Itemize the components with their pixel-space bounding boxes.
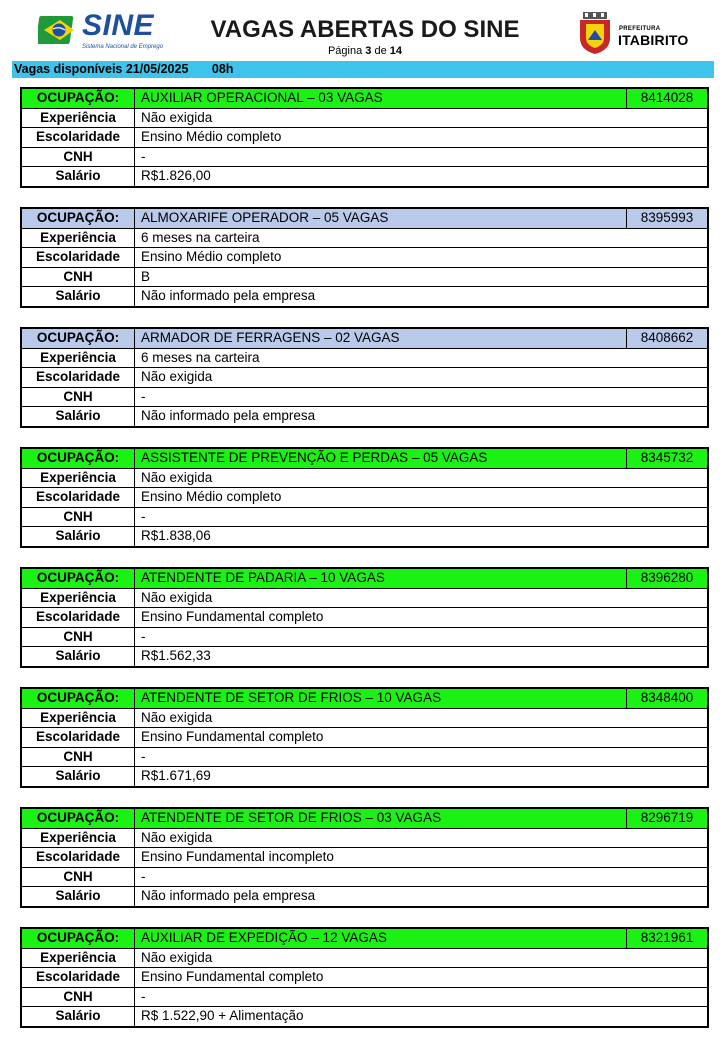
cnh-label: CNH [22,508,135,527]
job-title: AUXILIAR DE EXPEDIÇÃO – 12 VAGAS [141,930,387,945]
availability-time: 08h [211,62,234,76]
crest-icon [577,12,613,54]
job-cnh-row [22,868,707,888]
experiencia-label: Experiência [22,229,135,248]
escolaridade-value: Ensino Fundamental completo [141,729,324,744]
escolaridade-label: Escolaridade [22,488,135,507]
job-title: ATENDENTE DE PADARIA – 10 VAGAS [141,570,385,585]
job-escolaridade-row [22,368,707,388]
salario-value: R$1.671,69 [141,768,211,783]
cnh-label: CNH [22,268,135,287]
salario-value: R$1.826,00 [141,168,211,183]
ocupacao-label: OCUPAÇÃO: [22,569,135,588]
page-title: VAGAS ABERTAS DO SINE [210,16,520,43]
job-cnh-row [22,748,707,768]
escolaridade-label: Escolaridade [22,848,135,867]
escolaridade-value: Ensino Fundamental completo [141,609,324,624]
escolaridade-label: Escolaridade [22,968,135,987]
availability-bar [12,61,714,78]
salario-value: Não informado pela empresa [141,888,316,903]
salario-label: Salário [22,167,135,186]
escolaridade-label: Escolaridade [22,248,135,267]
cnh-value: - [141,868,146,884]
job-escolaridade-row [22,728,707,748]
salario-value: R$1.838,06 [141,528,211,543]
experiencia-value: Não exigida [141,709,213,725]
experiencia-label: Experiência [22,469,135,488]
job-cnh-row [22,148,707,168]
job-code: 8396280 [626,569,707,588]
page-indicator [205,45,525,57]
sine-flag-icon [38,12,78,48]
job-salario-row [22,407,707,426]
job-salario-row [22,647,707,666]
job-title: ATENDENTE DE SETOR DE FRIOS – 10 VAGAS [141,690,442,705]
availability-date: Vagas disponíveis 21/05/2025 [14,62,189,76]
salario-label: Salário [22,527,135,546]
job-title: AUXILIAR OPERACIONAL – 03 VAGAS [141,90,383,105]
job-salario-row [22,527,707,546]
job-header-row [22,929,707,949]
job-table [20,807,709,908]
job-table [20,327,709,428]
salario-value: R$1.562,33 [141,648,211,663]
salario-label: Salário [22,887,135,906]
job-header-row [22,809,707,829]
prefeitura-label: PREFEITURA [619,26,661,32]
job-code: 8414028 [626,89,707,108]
job-list [20,87,709,1047]
cnh-value: - [141,148,146,164]
ocupacao-label: OCUPAÇÃO: [22,209,135,228]
job-experiencia-row [22,949,707,969]
ocupacao-label: OCUPAÇÃO: [22,329,135,348]
experiencia-label: Experiência [22,349,135,368]
job-escolaridade-row [22,128,707,148]
salario-value: Não informado pela empresa [141,288,316,303]
escolaridade-value: Ensino Médio completo [141,249,282,264]
job-salario-row [22,767,707,786]
job-escolaridade-row [22,488,707,508]
escolaridade-label: Escolaridade [22,728,135,747]
job-experiencia-row [22,709,707,729]
cnh-label: CNH [22,988,135,1007]
job-cnh-row [22,988,707,1008]
salario-label: Salário [22,287,135,306]
cnh-label: CNH [22,388,135,407]
job-code: 8296719 [626,809,707,828]
page-header [0,0,724,62]
cnh-value: - [141,748,146,764]
experiencia-value: Não exigida [141,109,213,125]
escolaridade-label: Escolaridade [22,128,135,147]
job-table [20,567,709,668]
job-cnh-row [22,628,707,648]
job-code: 8408662 [626,329,707,348]
sine-logo-text: SINE [82,9,155,42]
escolaridade-value: Não exigida [141,369,213,384]
job-title: ATENDENTE DE SETOR DE FRIOS – 03 VAGAS [141,810,442,825]
job-table [20,927,709,1028]
cnh-label: CNH [22,748,135,767]
cnh-value: - [141,628,146,644]
experiencia-label: Experiência [22,709,135,728]
job-cnh-row [22,268,707,288]
salario-label: Salário [22,1007,135,1026]
job-table [20,87,709,188]
job-header-row [22,449,707,469]
cnh-value: B [141,268,151,284]
job-escolaridade-row [22,968,707,988]
experiencia-value: Não exigida [141,949,213,965]
job-header-row [22,209,707,229]
job-salario-row [22,287,707,306]
job-experiencia-row [22,109,707,129]
escolaridade-value: Ensino Médio completo [141,489,282,504]
job-code: 8395993 [626,209,707,228]
cnh-label: CNH [22,148,135,167]
job-experiencia-row [22,229,707,249]
job-escolaridade-row [22,608,707,628]
job-code: 8345732 [626,449,707,468]
page-current: 3 [365,45,372,57]
job-header-row [22,689,707,709]
salario-label: Salário [22,647,135,666]
escolaridade-value: Ensino Médio completo [141,129,282,144]
job-table [20,447,709,548]
experiencia-label: Experiência [22,829,135,848]
cnh-value: - [141,508,146,524]
sine-logo [38,9,168,54]
job-code: 8321961 [626,929,707,948]
experiencia-label: Experiência [22,109,135,128]
salario-value: Não informado pela empresa [141,408,316,423]
sine-logo-subtitle: Sistema Nacional de Emprego [82,44,164,50]
ocupacao-label: OCUPAÇÃO: [22,689,135,708]
experiencia-value: Não exigida [141,469,213,485]
job-cnh-row [22,508,707,528]
experiencia-label: Experiência [22,949,135,968]
cnh-label: CNH [22,868,135,887]
experiencia-value: 6 meses na carteira [141,229,260,245]
job-escolaridade-row [22,848,707,868]
job-experiencia-row [22,349,707,369]
escolaridade-label: Escolaridade [22,368,135,387]
job-header-row [22,569,707,589]
job-experiencia-row [22,589,707,609]
salario-label: Salário [22,407,135,426]
job-header-row [22,89,707,109]
salario-label: Salário [22,767,135,786]
page-total: 14 [389,45,403,57]
ocupacao-label: OCUPAÇÃO: [22,449,135,468]
job-title: ARMADOR DE FERRAGENS – 02 VAGAS [141,330,400,345]
job-header-row [22,329,707,349]
salario-value: R$ 1.522,90 + Alimentação [141,1008,304,1023]
job-escolaridade-row [22,248,707,268]
job-title: ASSISTENTE DE PREVENÇÃO E PERDAS – 05 VAGAS [141,450,488,465]
cnh-value: - [141,988,146,1004]
ocupacao-label: OCUPAÇÃO: [22,89,135,108]
job-cnh-row [22,388,707,408]
experiencia-value: Não exigida [141,589,213,605]
experiencia-value: 6 meses na carteira [141,349,260,365]
escolaridade-value: Ensino Fundamental completo [141,969,324,984]
cnh-value: - [141,388,146,404]
job-experiencia-row [22,829,707,849]
job-table [20,207,709,308]
job-table [20,687,709,788]
escolaridade-value: Ensino Fundamental incompleto [141,849,334,864]
page-sep: de [374,45,387,57]
escolaridade-label: Escolaridade [22,608,135,627]
job-experiencia-row [22,469,707,489]
job-salario-row [22,887,707,906]
city-name: ITABIRITO [618,32,689,48]
cnh-label: CNH [22,628,135,647]
experiencia-value: Não exigida [141,829,213,845]
job-salario-row [22,167,707,186]
experiencia-label: Experiência [22,589,135,608]
job-salario-row [22,1007,707,1026]
job-code: 8348400 [626,689,707,708]
prefeitura-logo [577,12,687,54]
job-title: ALMOXARIFE OPERADOR – 05 VAGAS [141,210,389,225]
page-prefix: Página [327,45,363,57]
ocupacao-label: OCUPAÇÃO: [22,929,135,948]
ocupacao-label: OCUPAÇÃO: [22,809,135,828]
